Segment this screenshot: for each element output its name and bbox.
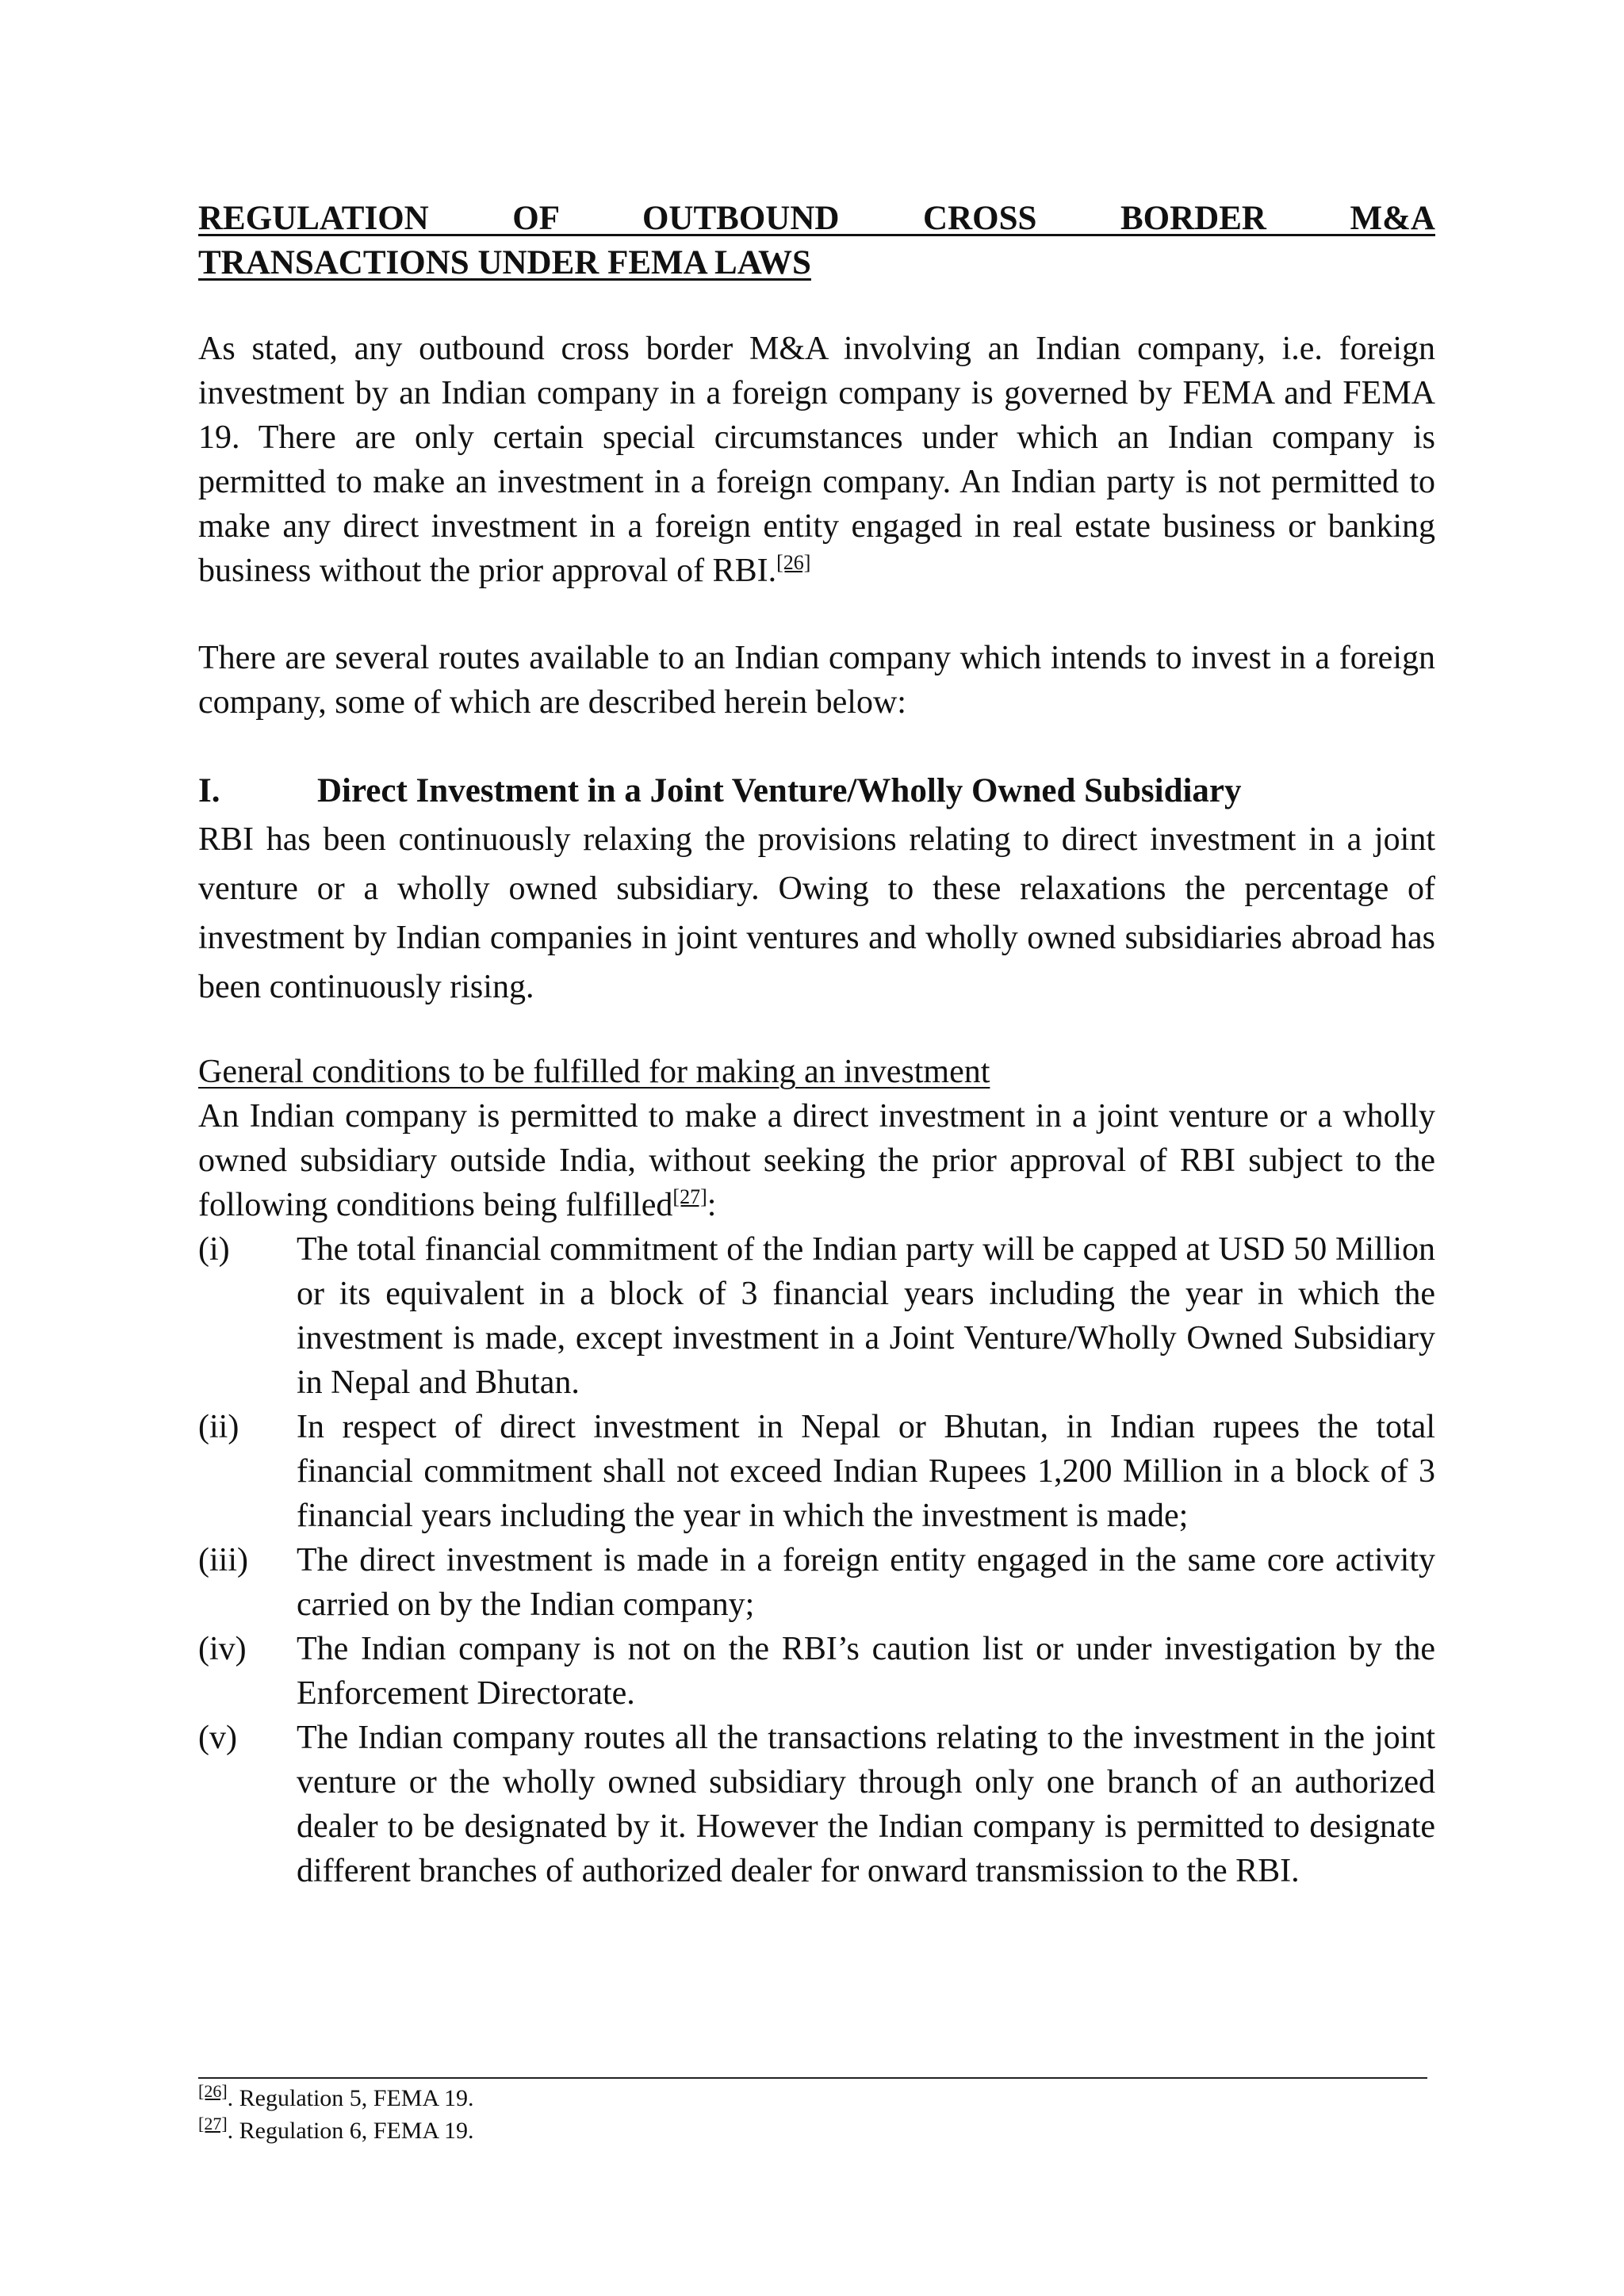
condition-text: The Indian company is not on the RBI’s caution list or under investigation by the Enforcement Directorate. xyxy=(297,1631,1435,1712)
condition-text: The Indian company routes all the transactions relating to the investment in the joint venture or the wholly owned subsidiary through only one branch of an authorized dealer to be designated by it. However the Indian company is permitted to designate different branches of authorized dealer for onward transmission to the RBI. xyxy=(297,1720,1435,1889)
condition-text: The total financial commitment of the Indian party will be capped at USD 50 Million or its equivalent in a block of 3 financial years including the year in which the investment is made, except investment in a Joint Venture/Wholly Owned Subsidiary in Nepal and Bhutan. xyxy=(297,1231,1435,1401)
condition-text: In respect of direct investment in Nepal or Bhutan, in Indian rupees the total financial commitment shall not exceed Indian Rupees 1,200 Million in a block of 3 financial years including the year in which the investment is made; xyxy=(297,1409,1435,1534)
condition-marker: (ii) xyxy=(198,1409,239,1445)
condition-text: The direct investment is made in a foreign entity engaged in the same core activity carried on by the Indian company; xyxy=(297,1542,1435,1623)
condition-marker: (v) xyxy=(198,1720,237,1756)
intro-paragraph xyxy=(198,327,1435,593)
footnote-27 xyxy=(198,2114,474,2147)
section-body: RBI has been continuously relaxing the provisions relating to direct investment in a joint venture or a wholly owned subsidiary. Owing to these relaxations the percentage of investment by Indian companies in joint ventures and wholly owned subsidiaries abroad has been continuously rising. xyxy=(198,821,1435,1005)
footnote-26-ref[interactable]: [26] xyxy=(198,2081,228,2101)
footnote-26 xyxy=(198,2082,474,2114)
section-heading xyxy=(198,767,1435,815)
footnote-27-ref[interactable]: [27] xyxy=(198,2114,228,2133)
condition-item xyxy=(198,1627,1435,1716)
intro-paragraph-text: As stated, any outbound cross border M&A involving an Indian company, i.e. foreign investment by an Indian company in a foreign company is governed by FEMA and FEMA 19. There are only certain special circumstances under which an Indian company is permitted to make an investment in a foreign company. An Indian party is not permitted to make any direct investment in a foreign entity engaged in real estate business or banking business without the prior approval of RBI. xyxy=(198,331,1435,589)
general-conditions-heading: General conditions to be fulfilled for making an investment xyxy=(198,1054,990,1090)
section-number: I. xyxy=(198,772,220,809)
condition-item xyxy=(198,1716,1435,1893)
general-conditions-intro-end: : xyxy=(707,1187,717,1223)
footnotes xyxy=(198,2082,474,2147)
footnote-ref-27[interactable]: [27] xyxy=(672,1185,707,1208)
section-title: Direct Investment in a Joint Venture/Wholly Owned Subsidiary xyxy=(317,772,1242,809)
conditions-list xyxy=(198,1227,1435,1893)
title-line-2: TRANSACTIONS UNDER FEMA LAWS xyxy=(198,244,811,281)
condition-marker: (iii) xyxy=(198,1542,248,1578)
condition-marker: (i) xyxy=(198,1231,230,1268)
condition-item xyxy=(198,1538,1435,1627)
footnote-ref-26[interactable]: [26] xyxy=(776,551,811,574)
footnote-divider xyxy=(198,2077,1427,2079)
routes-paragraph: There are several routes available to an Indian company which intends to invest in a foreign company, some of which are described herein below: xyxy=(198,640,1435,721)
title-line-1: REGULATION OF OUTBOUND CROSS BORDER M&A xyxy=(198,200,1435,237)
condition-marker: (iv) xyxy=(198,1631,247,1667)
general-conditions-intro xyxy=(198,1094,1435,1227)
condition-item xyxy=(198,1405,1435,1538)
document-page xyxy=(198,197,1435,1893)
general-conditions-intro-text: An Indian company is permitted to make a direct investment in a joint venture or a wholly owned subsidiary outside India, without seeking the prior approval of RBI subject to the following conditions being fulfilled xyxy=(198,1098,1435,1223)
condition-item xyxy=(198,1227,1435,1405)
footnote-26-text: . Regulation 5, FEMA 19. xyxy=(227,2085,474,2111)
footnote-27-text: . Regulation 6, FEMA 19. xyxy=(227,2118,474,2144)
document-title xyxy=(198,197,1435,285)
